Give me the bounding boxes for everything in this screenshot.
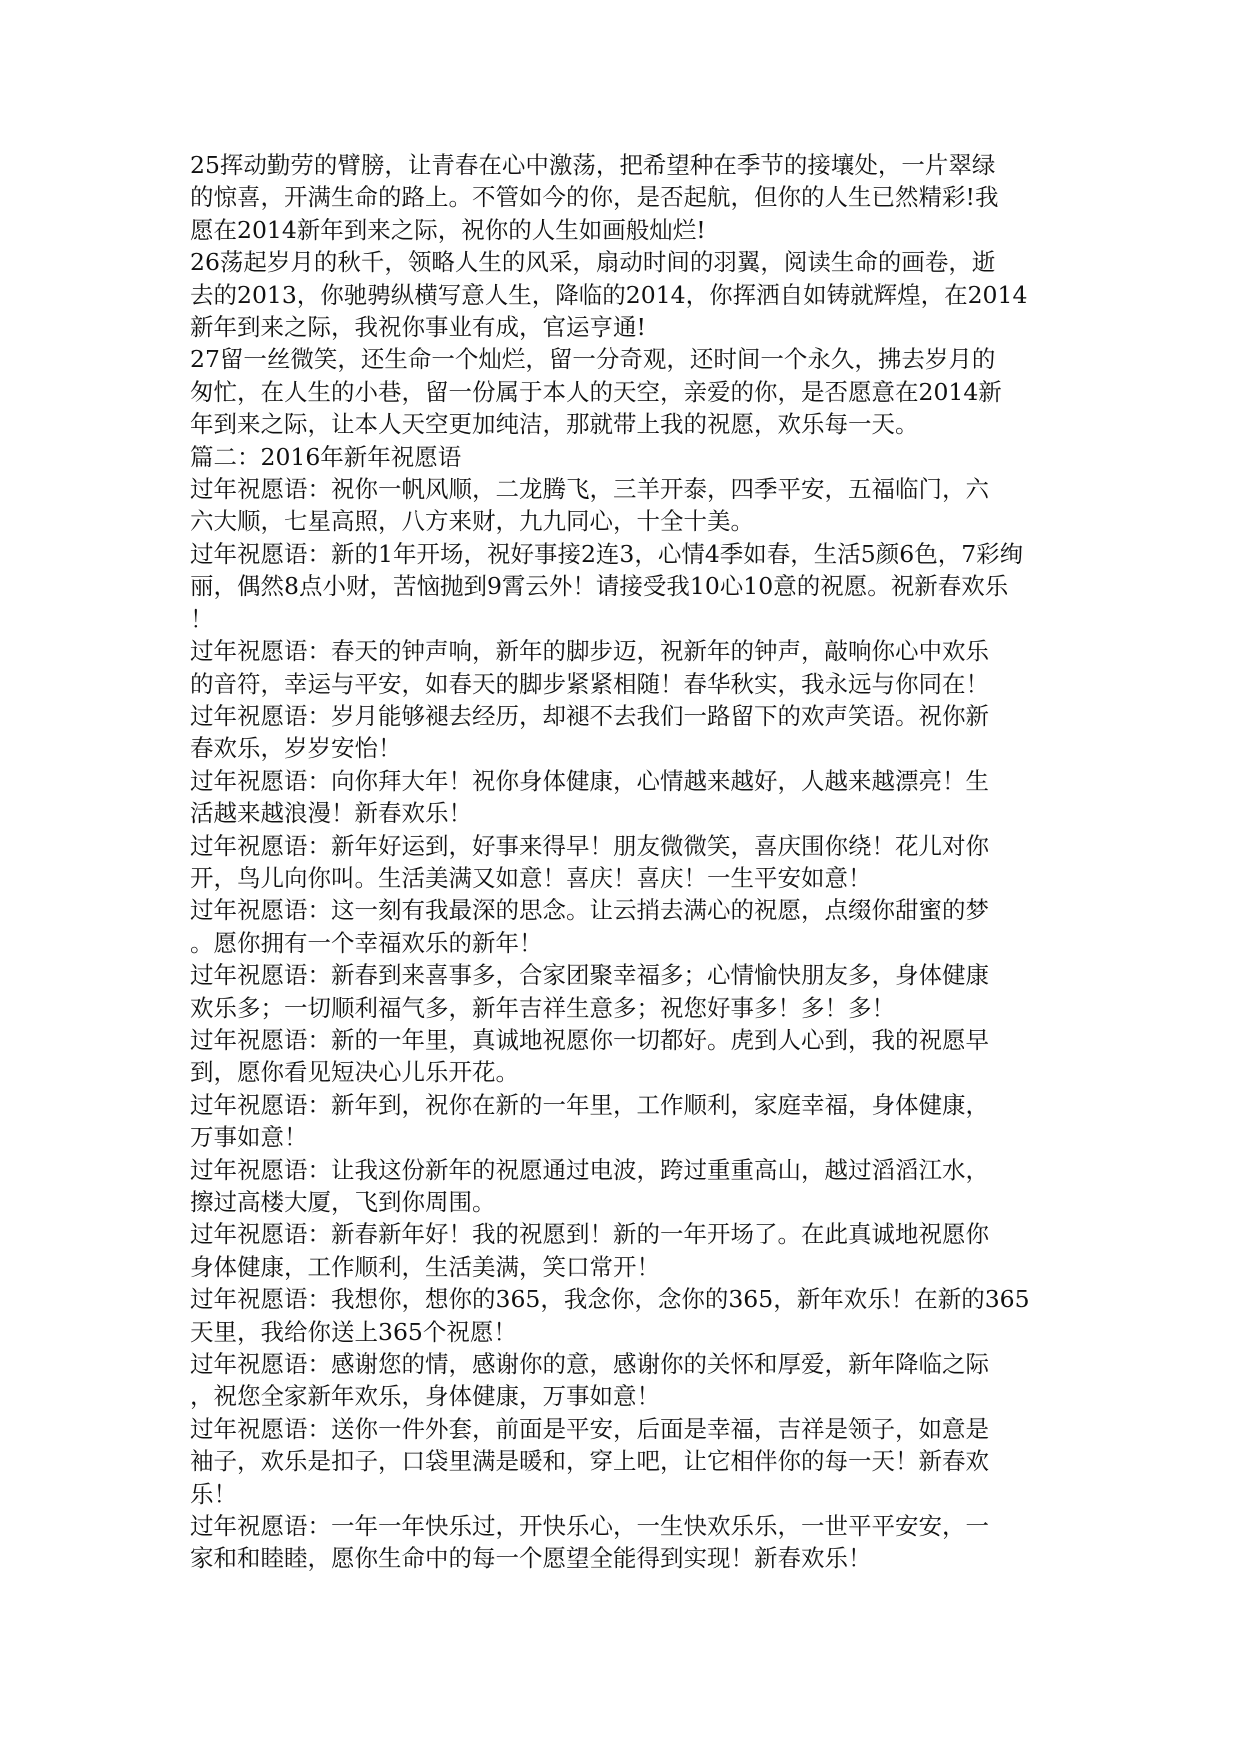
text-line: 年到来之际，让本人天空更加纯洁，那就带上我的祝愿，欢乐每一天。	[190, 410, 919, 439]
text-line: 丽，偶然8点小财，苦恼抛到9霄云外！请接受我10心10意的祝愿。祝新春欢乐	[190, 572, 1009, 601]
text-line: 过年祝愿语：新春到来喜事多，合家团聚幸福多；心情愉快朋友多，身体健康	[190, 961, 989, 990]
text-line: 去的2013，你驰骋纵横写意人生，降临的2014，你挥洒自如铸就辉煌，在2014	[190, 280, 1028, 309]
section-heading: 篇二：2016年新年祝愿语	[190, 442, 462, 471]
text-line: 过年祝愿语：送你一件外套，前面是平安，后面是幸福，吉祥是领子，如意是	[190, 1414, 989, 1443]
text-line: 的惊喜，开满生命的路上。不管如今的你，是否起航，但你的人生已然精彩!我	[190, 183, 999, 212]
text-line: 过年祝愿语：新年好运到，好事来得早！朋友微微笑，喜庆围你绕！花儿对你	[190, 831, 989, 860]
text-line: 欢乐多；一切顺利福气多，新年吉祥生意多；祝您好事多！多！多！	[190, 993, 895, 1022]
text-line: 过年祝愿语：感谢您的情，感谢你的意，感谢你的关怀和厚爱，新年降临之际	[190, 1350, 989, 1379]
text-line: 过年祝愿语：新年到，祝你在新的一年里，工作顺利，家庭幸福，身体健康，	[190, 1090, 989, 1119]
text-line: 的音符，幸运与平安，如春天的脚步紧紧相随！春华秋实，我永远与你同在！	[190, 669, 989, 698]
text-line: 过年祝愿语：一年一年快乐过，开快乐心，一生快欢乐乐，一世平平安安，一	[190, 1512, 989, 1541]
text-line: 乐！	[190, 1479, 237, 1508]
text-line: 六大顺，七星高照，八方来财，九九同心，十全十美。	[190, 507, 754, 536]
text-line: 匆忙，在人生的小巷，留一份属于本人的天空，亲爱的你，是否愿意在2014新	[190, 377, 1002, 406]
text-line: 万事如意！	[190, 1123, 308, 1152]
text-line: 身体健康，工作顺利，生活美满，笑口常开！	[190, 1252, 660, 1281]
text-line: 过年祝愿语：新的一年里，真诚地祝愿你一切都好。虎到人心到，我的祝愿早	[190, 1025, 989, 1054]
text-line: 过年祝愿语：新春新年好！我的祝愿到！新的一年开场了。在此真诚地祝愿你	[190, 1220, 989, 1249]
text-line: 过年祝愿语：向你拜大年！祝你身体健康，心情越来越好，人越来越漂亮！生	[190, 766, 989, 795]
text-line: 过年祝愿语：岁月能够褪去经历，却褪不去我们一路留下的欢声笑语。祝你新	[190, 701, 989, 730]
text-line: 过年祝愿语：这一刻有我最深的思念。让云捎去满心的祝愿，点缀你甜蜜的梦	[190, 896, 989, 925]
text-line: 25挥动勤劳的臂膀，让青春在心中激荡，把希望种在季节的接壤处，一片翠绿	[190, 151, 996, 179]
text-line: 擦过高楼大厦，飞到你周围。	[190, 1188, 496, 1216]
text-line: 活越来越浪漫！新春欢乐！	[190, 799, 472, 828]
text-line: 新年到来之际，我祝你事业有成，官运亨通!	[190, 313, 646, 342]
text-line: 袖子，欢乐是扣子，口袋里满是暖和，穿上吧，让它相伴你的每一天！新春欢	[190, 1447, 989, 1476]
text-line: 过年祝愿语：让我这份新年的祝愿通过电波，跨过重重高山，越过滔滔江水，	[190, 1155, 989, 1184]
text-line: 27留一丝微笑，还生命一个灿烂，留一分奇观，还时间一个永久，拂去岁月的	[190, 345, 996, 374]
text-line: 过年祝愿语：祝你一帆风顺，二龙腾飞，三羊开泰，四季平安，五福临门，六	[190, 475, 989, 504]
text-line: 家和和睦睦，愿你生命中的每一个愿望全能得到实现！新春欢乐！	[190, 1544, 872, 1573]
document-body	[190, 149, 1045, 1575]
text-line: 天里，我给你送上365个祝愿！	[190, 1317, 517, 1346]
text-line: ！	[190, 604, 214, 633]
text-line: ，祝您全家新年欢乐，身体健康，万事如意！	[190, 1382, 660, 1411]
text-line: 过年祝愿语：春天的钟声响，新年的脚步迈，祝新年的钟声，敲响你心中欢乐	[190, 637, 989, 666]
text-line: 。愿你拥有一个幸福欢乐的新年！	[190, 928, 543, 957]
text-line: 到，愿你看见短决心儿乐开花。	[190, 1058, 519, 1087]
text-line: 春欢乐，岁岁安怡！	[190, 734, 402, 763]
text-line: 过年祝愿语：我想你，想你的365，我念你，念你的365，新年欢乐！在新的365	[190, 1285, 1030, 1314]
text-line: 过年祝愿语：新的1年开场，祝好事接2连3，心情4季如春，生活5颜6色，7彩绚	[190, 539, 1024, 568]
text-line: 愿在2014新年到来之际，祝你的人生如画般灿烂!	[190, 215, 706, 244]
text-line: 开，鸟儿向你叫。生活美满又如意！喜庆！喜庆！一生平安如意！	[190, 863, 872, 892]
text-line: 26荡起岁月的秋千，领略人生的风采，扇动时间的羽翼，阅读生命的画卷，逝	[190, 248, 996, 277]
